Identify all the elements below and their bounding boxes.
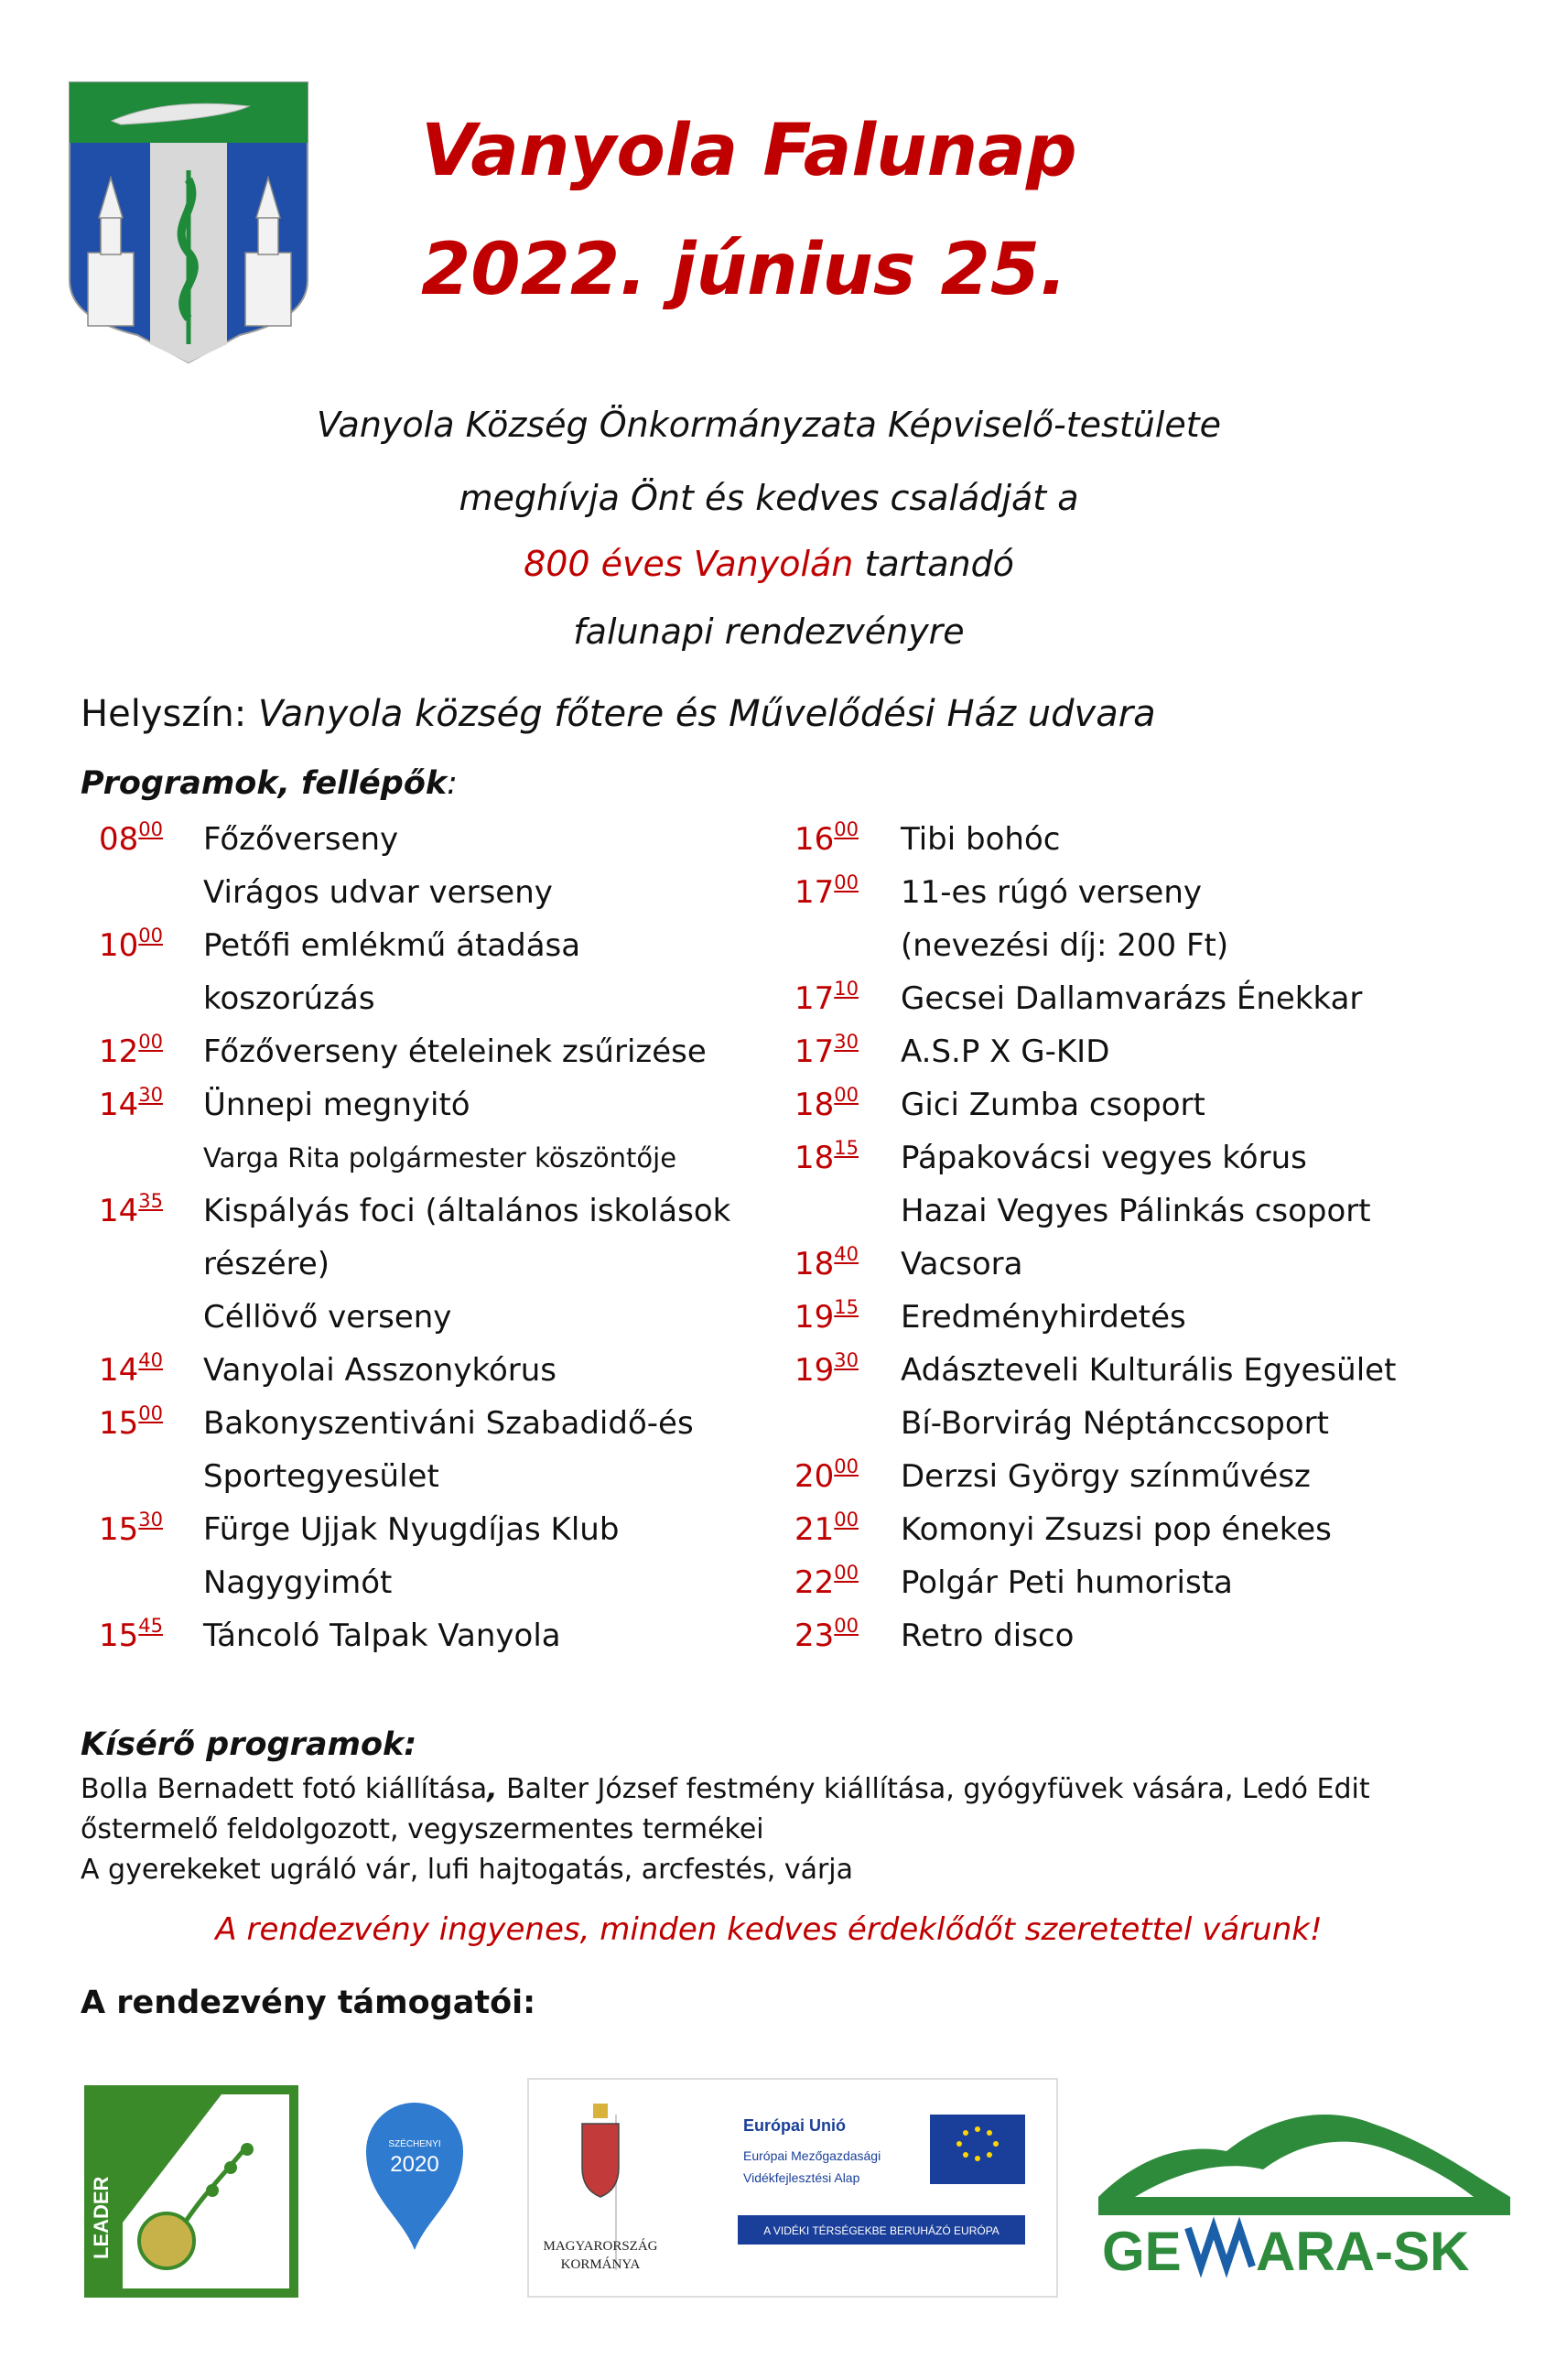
program-description: Fürge Ujjak Nyugdíjas Klub: [203, 1511, 620, 1548]
szechenyi-text: SZÉCHENYI: [388, 2139, 441, 2149]
program-time-hour: 14: [99, 1087, 139, 1123]
program-row: [99, 1503, 794, 1556]
program-row: [794, 1291, 1527, 1344]
program-row: [99, 1025, 794, 1078]
program-row: [99, 919, 794, 972]
page-title-line2: 2022. június 25.: [421, 229, 1067, 311]
location-value: Vanyola község főtere és Művelődési Ház udvara: [257, 693, 1156, 735]
leader-text: LEADER: [90, 2176, 113, 2259]
program-row: [99, 1397, 794, 1450]
szechenyi-2020-logo-icon: [364, 2096, 465, 2252]
program-time-minute: 40: [138, 1349, 163, 1371]
program-description: Eredményhirdetés: [901, 1299, 1186, 1336]
invitation-line3: [0, 531, 1538, 597]
program-time-minute: 45: [138, 1615, 163, 1637]
program-time-minute: 00: [138, 925, 163, 947]
eu-sub1: Európai Mezőgazdasági: [743, 2148, 881, 2163]
accompanying-line1-part2: Balter József festmény kiállítása, gyógyfüvek vására, Ledó Edit: [497, 1773, 1370, 1805]
program-description: Bakonyszentiváni Szabadidő-és: [203, 1405, 694, 1442]
program-time-hour: 21: [794, 1511, 835, 1548]
program-time: [794, 1344, 859, 1401]
program-row: [99, 972, 794, 1025]
program-row: [794, 972, 1527, 1025]
program-time: [99, 1503, 163, 1560]
program-time-minute: 30: [834, 1349, 859, 1371]
program-time-minute: 00: [138, 1031, 163, 1053]
accompanying-line2: őstermelő feldolgozott, vegyszermentes termékei: [81, 1813, 764, 1845]
program-time: [794, 1450, 859, 1507]
program-row: [99, 1185, 794, 1238]
program-time-minute: 30: [138, 1509, 163, 1531]
accompanying-line1-part1: Bolla Bernadett fotó kiállítása: [81, 1773, 488, 1805]
program-description: A.S.P X G-KID: [901, 1033, 1110, 1070]
accompanying-heading: Kísérő programok:: [81, 1726, 417, 1763]
program-row: [99, 1238, 794, 1291]
program-time-minute: 10: [834, 978, 859, 1000]
program-time-minute: 00: [834, 1562, 859, 1584]
invitation-line3-rest: tartandó: [853, 544, 1014, 584]
program-time-minute: 00: [138, 818, 163, 840]
program-time-hour: 20: [794, 1458, 835, 1495]
program-time: [99, 1344, 163, 1401]
program-time: [99, 813, 163, 870]
program-time-minute: 00: [834, 871, 859, 893]
program-row: [99, 1609, 794, 1662]
program-time-hour: 15: [99, 1511, 139, 1548]
eu-title: Európai Unió: [743, 2116, 846, 2135]
program-row: [794, 1450, 1527, 1503]
gemara-sk-logo-icon: [1098, 2105, 1510, 2279]
government-line1: MAGYARORSZÁG: [543, 2239, 658, 2254]
government-eu-logo-icon: [527, 2078, 1058, 2298]
program-time-minute: 40: [834, 1243, 859, 1265]
invitation-line2: meghívja Önt és kedves családját a: [459, 478, 1079, 518]
program-row: [794, 813, 1527, 866]
program-description: Tibi bohóc: [901, 821, 1061, 858]
gemara-left-text: GE: [1102, 2221, 1182, 2279]
program-time-hour: 15: [99, 1617, 139, 1654]
program-description: Vanyolai Asszonykórus: [203, 1352, 556, 1389]
program-time-hour: 23: [794, 1617, 835, 1654]
program-time: [794, 1609, 859, 1666]
program-time-minute: 00: [834, 818, 859, 840]
program-time-minute: 15: [834, 1296, 859, 1318]
program-row: [794, 1078, 1527, 1131]
program-row: [794, 1131, 1527, 1185]
anniversary-highlight: 800 éves Vanyolán: [524, 544, 854, 584]
szechenyi-year: 2020: [390, 2152, 439, 2177]
program-row: [99, 866, 794, 919]
program-description: Nagygyimót: [203, 1564, 393, 1601]
program-row: [794, 1503, 1527, 1556]
program-description: Virágos udvar verseny: [203, 874, 553, 911]
program-time-minute: 00: [138, 1402, 163, 1424]
program-time: [794, 1078, 859, 1135]
program-time-hour: 22: [794, 1564, 835, 1601]
accompanying-line1-comma: ,: [487, 1773, 498, 1805]
gemara-right-text: ARA-SK: [1256, 2221, 1470, 2279]
program-time-minute: 30: [138, 1084, 163, 1106]
program-description: Hazai Vegyes Pálinkás csoport: [901, 1193, 1371, 1229]
program-list-right: [794, 813, 1527, 1662]
program-time-hour: 17: [794, 1033, 835, 1070]
government-line2: KORMÁNYA: [560, 2257, 641, 2272]
program-time-hour: 12: [99, 1033, 139, 1070]
program-description: Pápakovácsi vegyes kórus: [901, 1140, 1307, 1176]
program-time-hour: 19: [794, 1352, 835, 1389]
program-time: [794, 1556, 859, 1613]
program-time-hour: 17: [794, 980, 835, 1017]
program-time-minute: 35: [138, 1190, 163, 1212]
program-time-minute: 00: [834, 1084, 859, 1106]
program-time-hour: 17: [794, 874, 835, 911]
program-row: [794, 919, 1527, 972]
eu-flag-icon: [930, 2115, 1025, 2184]
program-description: Főzőverseny: [203, 821, 399, 858]
leader-logo-icon: [84, 2085, 298, 2298]
program-description: Bí-Borvirág Néptánccsoport: [901, 1405, 1329, 1442]
program-description: Retro disco: [901, 1617, 1075, 1654]
accompanying-line1: [81, 1770, 1370, 1809]
program-time: [794, 813, 859, 870]
program-description: Derzsi György színművész: [901, 1458, 1311, 1495]
location: [81, 685, 1156, 743]
program-time-hour: 19: [794, 1299, 835, 1336]
program-row: [99, 1450, 794, 1503]
program-description: Komonyi Zsuzsi pop énekes: [901, 1511, 1332, 1548]
program-description: Varga Rita polgármester köszöntője: [203, 1142, 677, 1174]
program-time-hour: 18: [794, 1140, 835, 1176]
program-time-hour: 14: [99, 1193, 139, 1229]
eu-banner: A VIDÉKI TÉRSÉGEKBE BERUHÁZÓ EURÓPA: [763, 2224, 1000, 2237]
program-row: [794, 1609, 1527, 1662]
program-row: [99, 1131, 794, 1185]
program-row: [99, 813, 794, 866]
program-time-hour: 08: [99, 821, 139, 858]
programs-heading: [81, 765, 458, 802]
program-time: [99, 1609, 163, 1666]
program-row: [794, 1556, 1527, 1609]
supporters-heading: A rendezvény támogatói:: [81, 1985, 536, 2021]
program-time-minute: 30: [834, 1031, 859, 1053]
program-time: [794, 1291, 859, 1347]
invitation-line4: falunapi rendezvényre: [573, 611, 965, 652]
program-description: Gici Zumba csoport: [901, 1087, 1205, 1123]
programs-heading-colon: :: [447, 765, 458, 802]
program-time-minute: 00: [834, 1509, 859, 1531]
program-row: [794, 1344, 1527, 1397]
program-time-hour: 10: [99, 927, 139, 964]
program-time: [794, 1503, 859, 1560]
invitation-line1: Vanyola Község Önkormányzata Képviselő-testülete: [316, 405, 1222, 445]
program-time-hour: 18: [794, 1087, 835, 1123]
program-description: Gecsei Dallamvarázs Énekkar: [901, 980, 1363, 1017]
program-description: Petőfi emlékmű átadása: [203, 927, 581, 964]
closing-message: A rendezvény ingyenes, minden kedves érdeklődőt szeretettel várunk!: [215, 1911, 1323, 1948]
page-title-line1: Vanyola Falunap: [421, 110, 1077, 192]
program-time: [99, 1025, 163, 1082]
program-time-hour: 16: [794, 821, 835, 858]
program-time-minute: 00: [834, 1615, 859, 1637]
program-description: Sportegyesület: [203, 1458, 439, 1495]
program-description: Adászteveli Kulturális Egyesület: [901, 1352, 1397, 1389]
program-row: [794, 866, 1527, 919]
program-description: koszorúzás: [203, 980, 375, 1017]
program-row: [794, 1025, 1527, 1078]
program-row: [99, 1078, 794, 1131]
program-time: [99, 919, 163, 976]
program-description: (nevezési díj: 200 Ft): [901, 927, 1229, 964]
program-description: Céllövő verseny: [203, 1299, 452, 1336]
program-row: [794, 1185, 1527, 1238]
program-row: [794, 1238, 1527, 1291]
program-row: [99, 1344, 794, 1397]
program-description: Táncoló Talpak Vanyola: [203, 1617, 561, 1654]
program-description: Vacsora: [901, 1246, 1023, 1282]
program-time-hour: 14: [99, 1352, 139, 1389]
program-description: részére): [203, 1246, 330, 1282]
program-description: Polgár Peti humorista: [901, 1564, 1233, 1601]
eu-sub2: Vidékfejlesztési Alap: [743, 2170, 860, 2185]
program-row: [99, 1291, 794, 1344]
program-description: Főzőverseny ételeinek zsűrizése: [203, 1033, 707, 1070]
program-time-minute: 15: [834, 1137, 859, 1159]
program-time: [99, 1078, 163, 1135]
program-row: [794, 1397, 1527, 1450]
programs-heading-text: Programok, fellépők: [81, 765, 448, 802]
program-description: 11-es rúgó verseny: [901, 874, 1203, 911]
program-time: [794, 972, 859, 1029]
program-time-hour: 15: [99, 1405, 139, 1442]
location-label: Helyszín:: [81, 693, 258, 735]
accompanying-line3: A gyerekeket ugráló vár, lufi hajtogatás, arcfestés, várja: [81, 1854, 854, 1886]
program-description: Ünnepi megnyitó: [203, 1087, 470, 1123]
program-time: [99, 1185, 163, 1241]
program-time: [794, 1025, 859, 1082]
program-time-hour: 18: [794, 1246, 835, 1282]
program-row: [99, 1556, 794, 1609]
program-time: [794, 1131, 859, 1188]
program-list-left: [99, 813, 794, 1662]
program-time: [794, 866, 859, 923]
program-time: [794, 1238, 859, 1294]
program-description: Kispályás foci (általános iskolások: [203, 1193, 731, 1229]
program-time-minute: 00: [834, 1455, 859, 1477]
program-time: [99, 1397, 163, 1454]
village-coat-of-arms-icon: [66, 79, 311, 368]
